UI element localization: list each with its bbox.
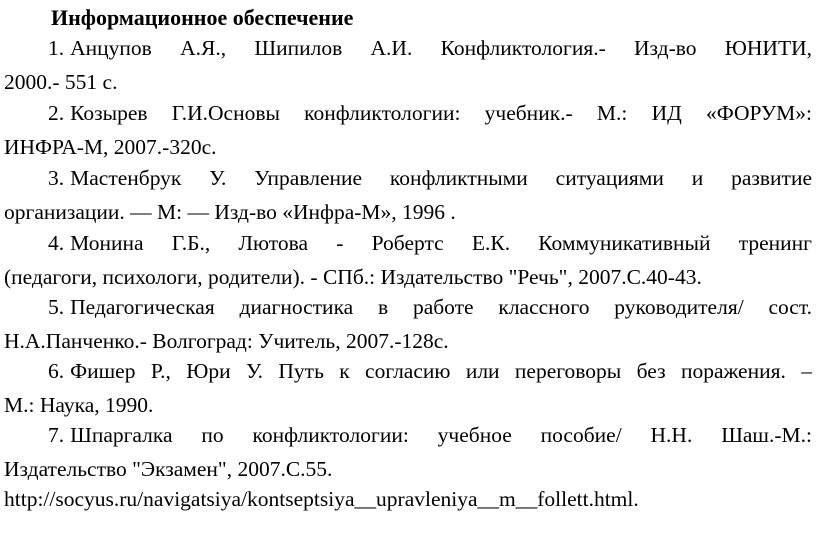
reference-item-line1 [4,354,812,388]
reference-item-line2: М.: Наука, 1990. [4,393,154,417]
reference-text: Анцупов А.Я., Шипилов А.И. Конфликтология.- Изд-во ЮНИТИ, [70,36,812,60]
reference-number: 2. [48,101,65,125]
reference-text: Мастенбрук У. Управление конфликтными ситуациями и развитие [70,166,812,190]
reference-item-line1 [4,290,812,324]
reference-item-3 [4,161,812,229]
reference-item-7 [4,418,812,486]
reference-text: Монина Г.Б., Лютова - Робертс Е.К. Коммуникативный тренинг [70,231,812,255]
reference-number: 3. [48,166,65,190]
reference-text: Козырев Г.И.Основы конфликтологии: учебник.- М.: ИД «ФОРУМ»: [70,101,812,125]
reference-text: Фишер Р., Юри У. Путь к согласию или переговоры без поражения. – [70,359,812,383]
reference-item-line2: Издательство "Экзамен", 2007.С.55. [4,457,333,481]
reference-item-line1 [4,418,812,452]
reference-item-line2: ИНФРА-М, 2007.-320с. [4,135,217,159]
reference-number: 7. [48,423,65,447]
document-title: Информационное обеспечение [51,5,354,30]
reference-item-6 [4,354,812,422]
reference-number: 6. [48,359,65,383]
reference-item-line1 [4,226,812,260]
source-url: http://socyus.ru/navigatsiya/kontseptsiya__upravleniya__m__follett.html. [4,487,639,511]
reference-item-line2: 2000.- 551 с. [4,70,118,94]
reference-text: Шпаргалка по конфликтологии: учебное пособие/ Н.Н. Шаш.-М.: [70,423,812,447]
reference-item-5 [4,290,812,358]
reference-item-line1 [4,96,812,130]
reference-number: 5. [48,295,65,319]
reference-item-line2: (педагоги, психологи, родители). - СПб.: Издательство "Речь", 2007.С.40-43. [4,265,702,289]
reference-number: 4. [48,231,65,255]
reference-item-line2: организации. — М: — Изд-во «Инфра-М», 1996 . [4,200,456,224]
reference-text: Педагогическая диагностика в работе классного руководителя/ сост. [70,295,812,319]
reference-item-4 [4,226,812,294]
reference-item-line1 [4,31,812,65]
reference-number: 1. [48,36,65,60]
reference-item-line1 [4,161,812,195]
reference-item-line2: Н.А.Панченко.- Волгоград: Учитель, 2007.-128с. [4,329,449,353]
reference-item-2 [4,96,812,164]
reference-item-1 [4,31,812,99]
